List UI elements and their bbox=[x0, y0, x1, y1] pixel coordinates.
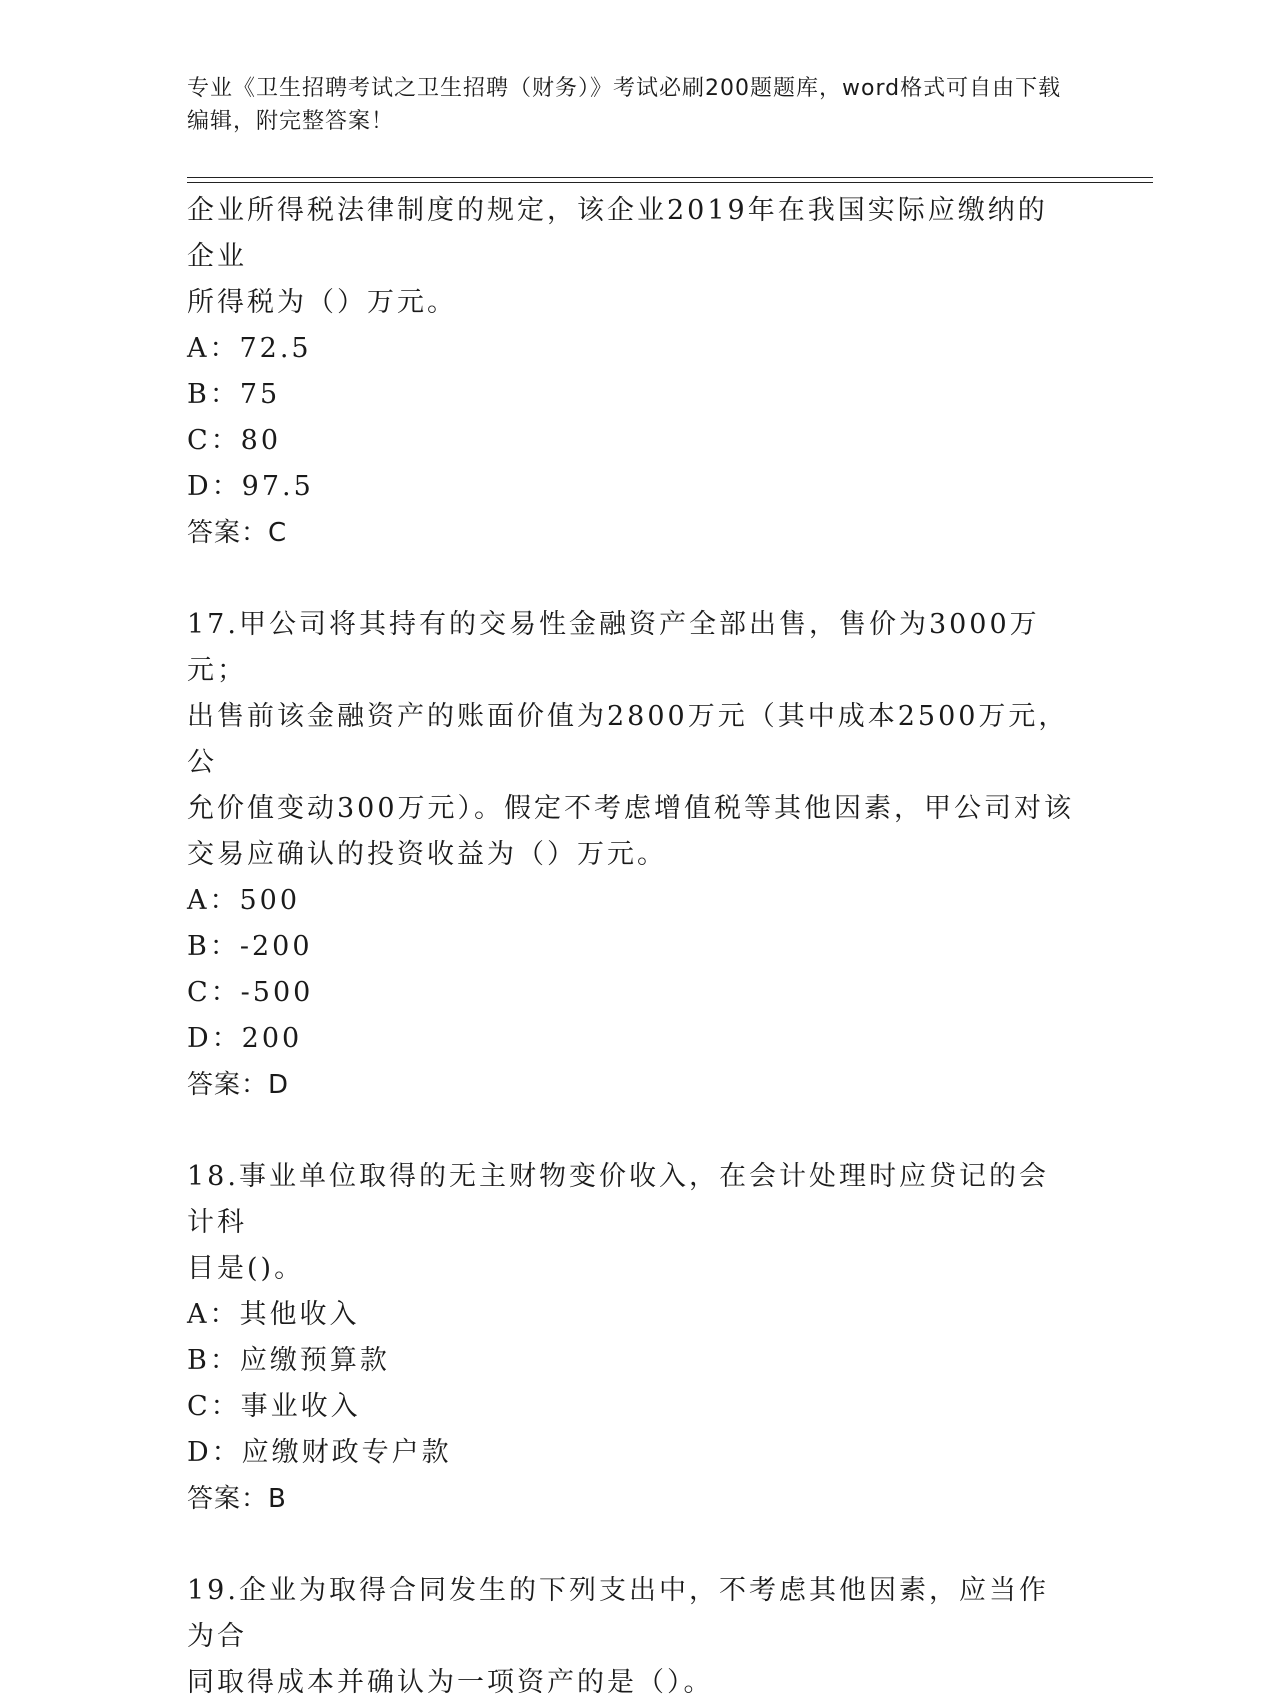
question-stem-line: 同取得成本并确认为一项资产的是（）。 bbox=[187, 1667, 714, 1698]
question-spacer bbox=[187, 1108, 1077, 1154]
option-d: D：应缴财政专户款 bbox=[187, 1437, 452, 1468]
option-c: C：事业收入 bbox=[187, 1391, 361, 1422]
question-continued bbox=[187, 188, 1077, 556]
question-17 bbox=[187, 602, 1077, 1108]
question-stem-line: 允价值变动300万元）。假定不考虑增值税等其他因素，甲公司对该 bbox=[187, 793, 1075, 824]
header-divider-bottom bbox=[187, 182, 1153, 183]
question-stem-line: 19.企业为取得合同发生的下列支出中，不考虑其他因素，应当作为合 bbox=[187, 1575, 1049, 1652]
question-18 bbox=[187, 1154, 1077, 1522]
question-stem-line: 出售前该金融资产的账面价值为2800万元（其中成本2500万元，公 bbox=[187, 701, 1069, 778]
option-b: B：应缴预算款 bbox=[187, 1345, 390, 1376]
option-c: C：-500 bbox=[187, 977, 314, 1008]
question-stem-line: 企业所得税法律制度的规定，该企业2019年在我国实际应缴纳的企业 bbox=[187, 195, 1048, 272]
question-stem-line: 交易应确认的投资收益为（）万元。 bbox=[187, 839, 667, 870]
option-a: A：72.5 bbox=[187, 333, 312, 364]
header-divider-top bbox=[187, 177, 1153, 178]
option-a: A：500 bbox=[187, 885, 301, 916]
option-a: A：其他收入 bbox=[187, 1299, 360, 1330]
option-b: B：75 bbox=[187, 379, 281, 410]
question-stem-line: 17.甲公司将其持有的交易性金融资产全部出售，售价为3000万元； bbox=[187, 609, 1040, 686]
option-d: D：97.5 bbox=[187, 471, 314, 502]
option-d: D：200 bbox=[187, 1023, 303, 1054]
question-stem-line: 18.事业单位取得的无主财物变价收入，在会计处理时应贷记的会计科 bbox=[187, 1161, 1049, 1238]
question-19 bbox=[187, 1568, 1077, 1706]
question-stem-line: 目是()。 bbox=[187, 1253, 305, 1284]
question-spacer bbox=[187, 1522, 1077, 1568]
option-b: B：-200 bbox=[187, 931, 313, 962]
document-header: 专业《卫生招聘考试之卫生招聘（财务）》考试必刷200题题库，word格式可自由下载编辑，附完整答案！ bbox=[187, 76, 1062, 134]
answer-line: 答案：C bbox=[187, 518, 288, 548]
option-c: C：80 bbox=[187, 425, 282, 456]
question-list bbox=[187, 188, 1077, 1706]
question-spacer bbox=[187, 556, 1077, 602]
question-stem-line: 所得税为（）万元。 bbox=[187, 287, 457, 318]
answer-line: 答案：D bbox=[187, 1070, 290, 1100]
answer-line: 答案：B bbox=[187, 1484, 287, 1514]
